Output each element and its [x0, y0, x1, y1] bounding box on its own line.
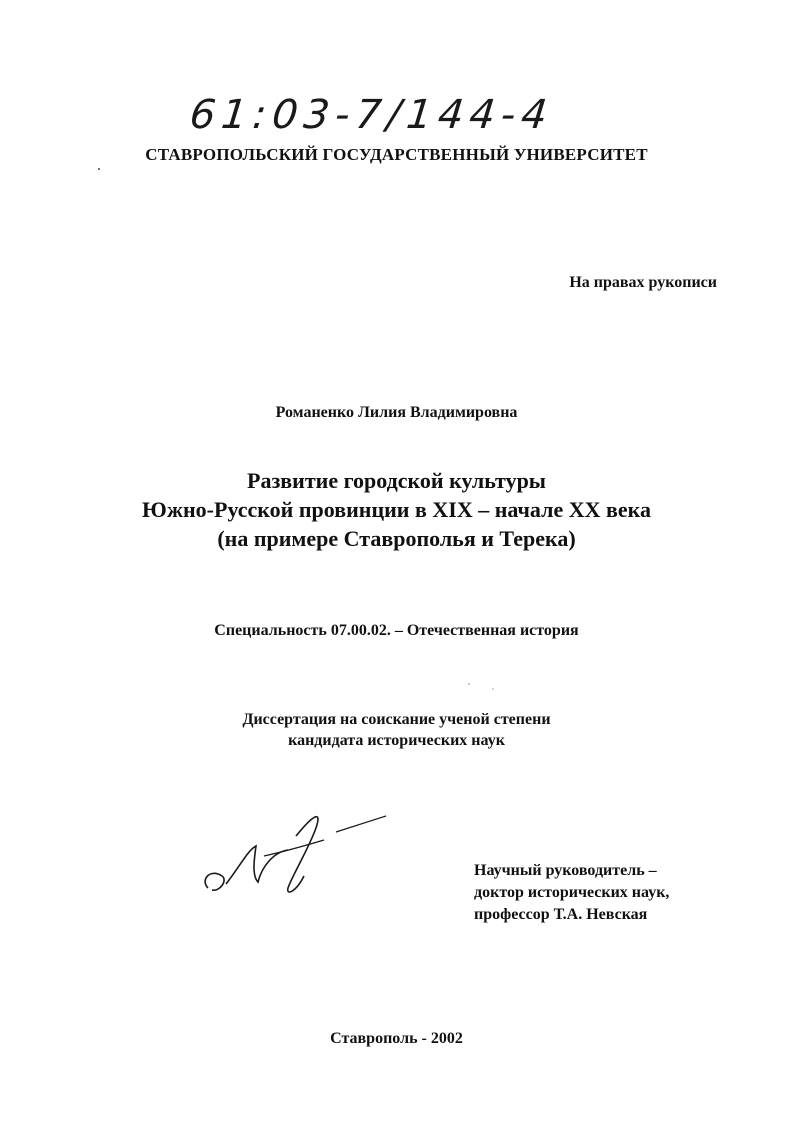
- scan-speck: [98, 168, 100, 170]
- degree-line: кандидата исторических наук: [288, 732, 505, 749]
- university-name: СТАВРОПОЛЬСКИЙ ГОСУДАРСТВЕННЫЙ УНИВЕРСИТЕТ: [145, 145, 648, 164]
- specialty: Специальность 07.00.02. – Отечественная история: [214, 622, 579, 639]
- title-line: Южно-Русской провинции в XIX – начале XX века: [142, 497, 651, 522]
- supervisor-line: профессор Т.А. Невская: [474, 906, 648, 923]
- city-and-year: Ставрополь - 2002: [330, 1030, 463, 1047]
- supervisor-line: Научный руководитель –: [474, 862, 657, 879]
- author-name: Романенко Лилия Владимировна: [275, 404, 518, 421]
- supervisor-line: доктор исторических наук,: [474, 884, 670, 901]
- title-line: Развитие городской культуры: [247, 468, 546, 493]
- degree-statement: [0, 709, 793, 751]
- manuscript-note: На правах рукописи: [569, 274, 717, 291]
- author-signature: [196, 806, 396, 906]
- dissertation-title: [0, 466, 793, 553]
- scan-speck: [492, 688, 494, 690]
- scan-speck: [468, 683, 470, 685]
- scientific-supervisor: [474, 860, 669, 926]
- title-line: (на примере Ставрополья и Терека): [217, 526, 576, 551]
- archive-code-handwritten: 61:03-7/144-4: [187, 92, 556, 138]
- degree-line: Диссертация на соискание ученой степени: [242, 711, 551, 728]
